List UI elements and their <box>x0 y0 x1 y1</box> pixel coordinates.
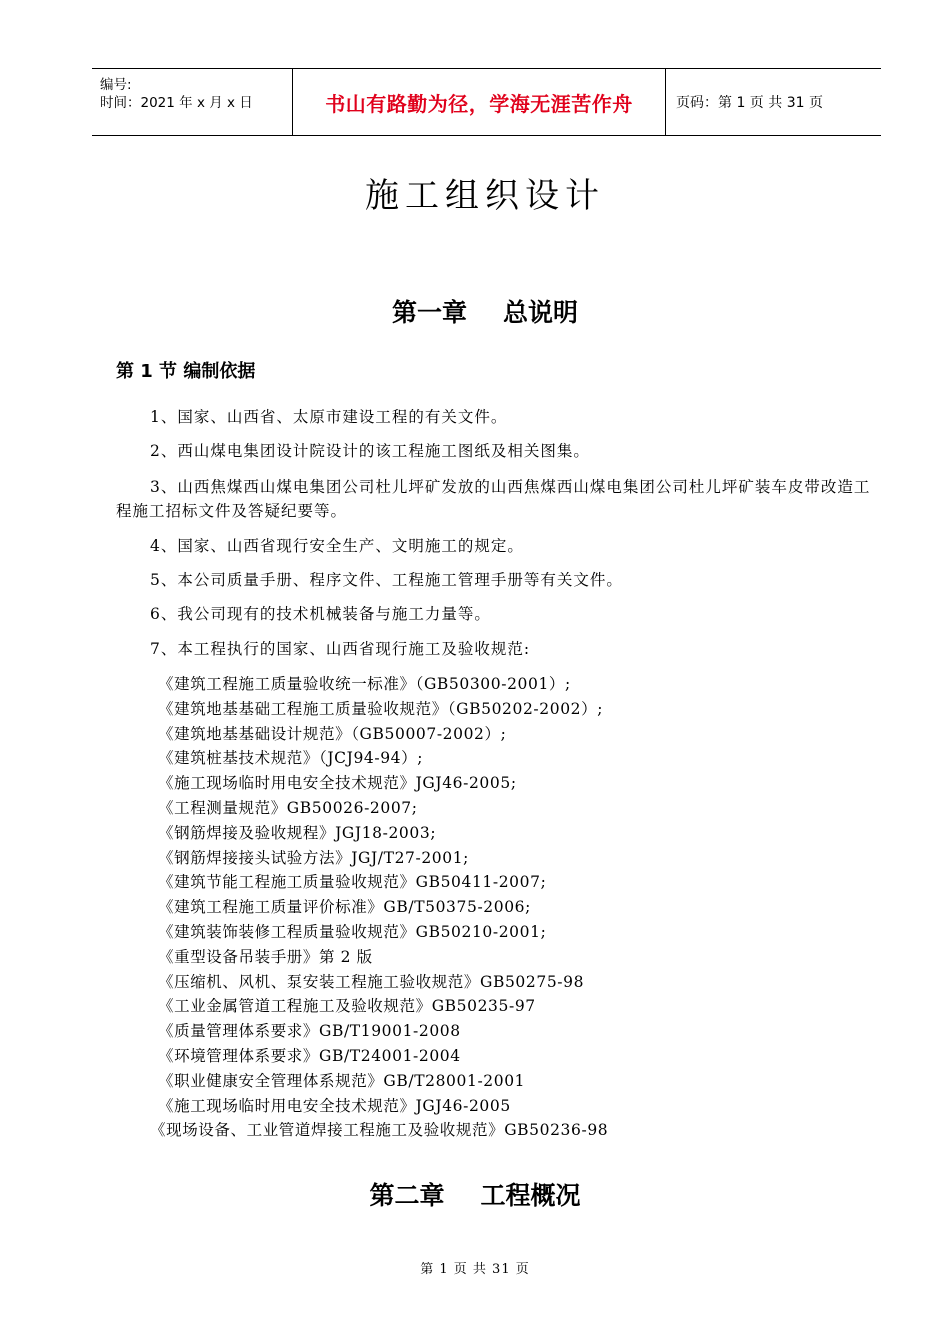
header-motto: 书山有路勤为径，学海无涯苦作舟 <box>293 69 666 135</box>
section-1-heading: 第 1 节 编制依据 <box>116 361 256 382</box>
standard-item: 《重型设备吊装手册》第 2 版 <box>158 947 373 966</box>
standard-item: 《施工现场临时用电安全技术规范》JGJ46-2005 <box>158 1096 511 1115</box>
standard-item: 《钢筋焊接及验收规程》JGJ18-2003; <box>158 823 437 842</box>
chapter-2-number: 第二章 <box>369 1181 445 1210</box>
standard-item: 《工程测量规范》GB50026-2007; <box>158 798 418 817</box>
chapter-1-heading <box>0 293 950 329</box>
standard-item: 《建筑节能工程施工质量验收规范》GB50411-2007; <box>158 873 547 892</box>
paragraph-3: 3、山西焦煤西山煤电集团公司杜儿坪矿发放的山西焦煤西山煤电集团公司杜儿坪矿装车皮带改造工程施工招标文件及答疑纪要等。 <box>116 478 871 520</box>
standard-item: 《建筑地基基础设计规范》（GB50007-2002）; <box>158 724 507 743</box>
standard-item: 《施工现场临时用电安全技术规范》JGJ46-2005; <box>158 774 517 793</box>
standard-item: 《职业健康安全管理体系规范》GB/T28001-2001 <box>158 1071 526 1090</box>
standard-item: 《质量管理体系要求》GB/T19001-2008 <box>158 1022 461 1041</box>
number-label: 编号: <box>100 77 132 93</box>
standard-item: 《环境管理体系要求》GB/T24001-2004 <box>158 1046 461 1065</box>
header-page-info: 页码：第 1 页 共 31 页 <box>676 95 823 111</box>
paragraph-7: 7、本工程执行的国家、山西省现行施工及验收规范: <box>150 640 531 658</box>
paragraph-6: 6、我公司现有的技术机械装备与施工力量等。 <box>150 605 491 623</box>
standard-item: 《建筑地基基础工程施工质量验收规范》（GB50202-2002）; <box>158 699 604 718</box>
paragraph-2: 2、西山煤电集团设计院设计的该工程施工图纸及相关图集。 <box>150 442 590 460</box>
time-label: 时间：2021 年 x 月 x 日 <box>100 95 253 111</box>
standard-item: 《钢筋焊接接头试验方法》JGJ/T27-2001; <box>158 848 469 867</box>
paragraph-4: 4、国家、山西省现行安全生产、文明施工的规定。 <box>150 537 524 555</box>
standard-item: 《工业金属管道工程施工及验收规范》GB50235-97 <box>158 997 536 1016</box>
paragraph-1: 1、国家、山西省、太原市建设工程的有关文件。 <box>150 408 508 426</box>
standard-item: 《建筑工程施工质量验收统一标准》（GB50300-2001）; <box>158 675 571 693</box>
page-footer: 第 1 页 共 31 页 <box>420 1262 530 1277</box>
page-header-table <box>92 68 881 136</box>
paragraph-5: 5、本公司质量手册、程序文件、工程施工管理手册等有关文件。 <box>150 571 623 589</box>
document-title: 施工组织设计 <box>365 176 605 216</box>
standard-item: 《建筑桩基技术规范》（JCJ94-94）; <box>158 749 424 768</box>
chapter-2-heading <box>0 1176 950 1212</box>
chapter-2-name: 工程概况 <box>480 1181 581 1210</box>
standard-item: 《现场设备、工业管道焊接工程施工及验收规范》GB50236-98 <box>150 1121 609 1140</box>
standard-item: 《压缩机、风机、泵安装工程施工验收规范》GB50275-98 <box>158 972 585 991</box>
standard-item: 《建筑装饰装修工程质量验收规范》GB50210-2001; <box>158 922 547 941</box>
chapter-1-name: 总说明 <box>503 298 579 327</box>
header-meta-cell <box>92 69 293 135</box>
chapter-1-number: 第一章 <box>391 298 467 327</box>
standards-list <box>150 672 609 1143</box>
standard-item: 《建筑工程施工质量评价标准》GB/T50375-2006; <box>158 898 531 917</box>
